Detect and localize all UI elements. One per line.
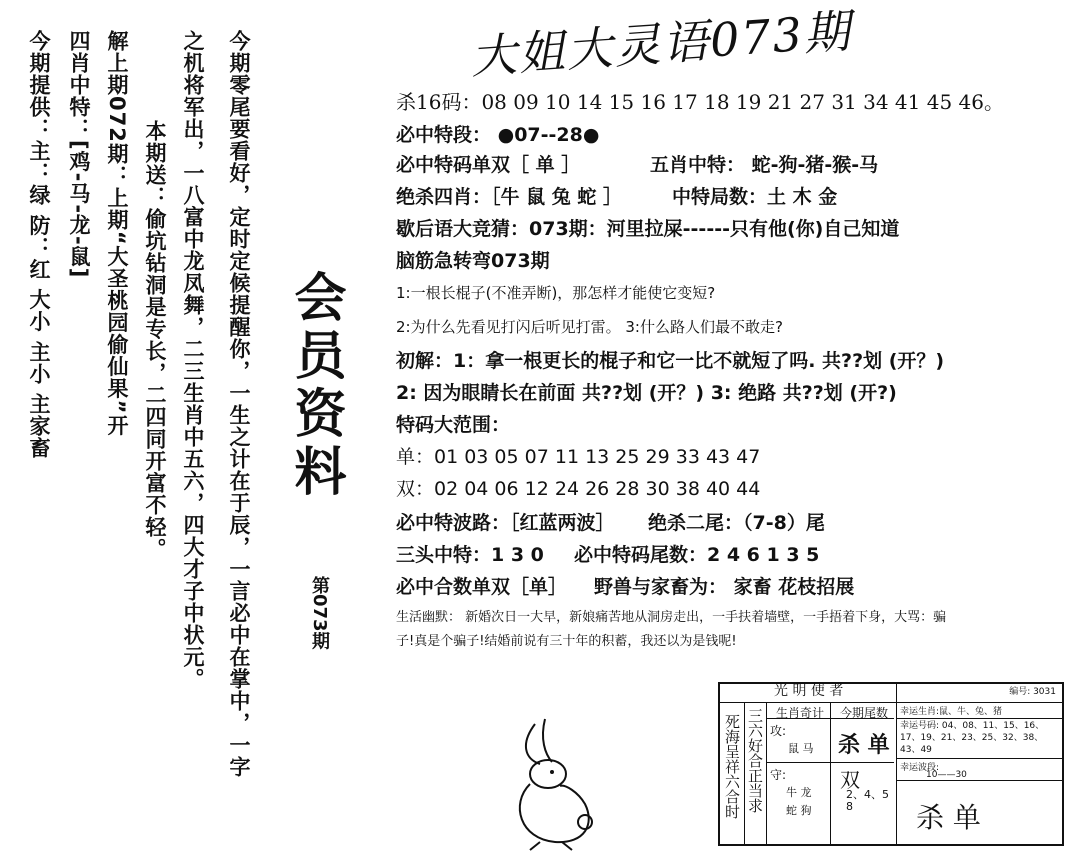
box-line	[766, 702, 767, 844]
intro-line-3: 本期送：偷坑钻洞是专长，二四同开富不轻。	[143, 120, 167, 560]
guard-label: 守:	[770, 768, 787, 782]
lucky-range: 10——30	[926, 770, 967, 780]
issue-number: 第073期	[309, 576, 330, 650]
kill-four-zodiac: 绝杀四肖：［牛 鼠 兔 蛇 ］	[396, 186, 622, 208]
lucky-zodiac: 幸运生肖:鼠、牛、兔、猪	[900, 707, 1003, 717]
sum-odd-even: 必中合数单双［单］	[396, 576, 568, 598]
five-zodiac: 五肖中特： 蛇-狗-猪-猴-马	[650, 154, 879, 176]
attack-value: 鼠 马	[788, 742, 814, 755]
three-heads: 三头中特：1 3 0	[396, 544, 544, 566]
kill-single-big: 杀 单	[916, 801, 981, 834]
box-line	[896, 718, 1062, 719]
box-serial: 编号: 3031	[1009, 687, 1056, 697]
intro-line-2: 之机将军出，一八富中龙凤舞，二三生肖中五六，四大才子中状元。	[181, 30, 205, 690]
four-zodiac: 四肖中特：[鸡-马-龙-鼠]	[67, 30, 91, 279]
box-line	[896, 684, 897, 844]
kill-two-tails: 绝杀二尾：（7-8）尾	[648, 512, 825, 534]
answer-1: 初解：1：拿一根更长的棍子和它一比不就短了吗. 共??划 (开？)	[396, 350, 945, 372]
prev-issue-answer: 解上期072期：上期“大圣桃园偷仙果”开	[105, 30, 129, 437]
attack-label: 攻:	[770, 724, 787, 738]
xiehouyu: 歇后语大竞猜：073期：河里拉屎------只有他(你)自己知道	[396, 218, 900, 240]
box-line	[766, 762, 894, 763]
guard-value-2: 蛇 狗	[786, 804, 812, 817]
box-line	[744, 702, 745, 844]
brain-teaser-title: 脑筋急转弯073期	[396, 250, 550, 272]
kill-single-small: 杀 单	[838, 733, 890, 758]
double-nums: 2、4、5	[846, 788, 889, 801]
page-title: 大姐大灵语073期	[468, 3, 854, 85]
col-head-tail: 今期尾数	[840, 706, 889, 720]
special-wave: 必中特波路：［红蓝两波］	[396, 512, 615, 534]
question-2: 2:为什么先看见打闪后听见打雷。 3:什么路人们最不敢走?	[396, 318, 783, 336]
double-nums-2: 8	[846, 800, 853, 813]
rabbit-illustration	[500, 714, 610, 854]
box-line	[830, 702, 831, 844]
box-left-vertical: 死海呈祥六合时	[723, 714, 741, 819]
special-segment: 必中特段： ●07--28●	[396, 124, 600, 146]
box-header: 光 明 使 者	[774, 683, 844, 699]
kill-16-codes: 杀16码：08 09 10 14 15 16 17 18 19 21 27 31 34 41 45 46。	[396, 90, 1004, 114]
humor-line-1: 生活幽默： 新婚次日一大早，新娘痛苦地从洞房走出，一手扶着墙壁，一手捂着下身，大骂：骗	[396, 610, 947, 625]
single-numbers: 单：01 03 05 07 11 13 25 29 33 43 47	[396, 446, 761, 468]
box-line	[896, 758, 1062, 759]
intro-line-1: 今期零尾要看好，定时定候提醒你，一生之计在于辰，一言必中在掌中，一字	[227, 30, 251, 778]
double-label: 双	[840, 768, 860, 792]
lucky-range-label: 幸运波段:	[900, 763, 940, 773]
box-mid-vertical: 三六好合正当求	[746, 708, 764, 813]
humor-line-2: 子!真是个骗子!结婚前说有三十年的积蓄，我还以为是钱呢!	[396, 634, 737, 649]
answer-2: 2: 因为眼睛长在前面 共??划 (开？) 3: 绝路 共??划 (开?)	[396, 382, 897, 404]
today-provide: 今期提供：主：绿 防：红 大小 主小 主家畜	[27, 30, 51, 460]
light-messenger-box	[718, 682, 1064, 846]
special-elements: 中特局数：土 木 金	[672, 186, 838, 208]
range-title: 特码大范围：	[396, 414, 511, 436]
box-line	[720, 702, 1062, 703]
col-head-zodiac: 生肖奇计	[776, 706, 825, 720]
member-title: 会员资料	[285, 270, 345, 502]
special-tails: 必中特码尾数：2 4 6 1 3 5	[574, 544, 820, 566]
box-line	[896, 780, 1062, 781]
lucky-numbers: 幸运号码: 04、08、11、15、16、17、19、21、23、25、32、38、43、49	[900, 721, 1045, 755]
question-1: 1:一根长棍子(不准弄断)，那怎样才能使它变短?	[396, 284, 716, 302]
beast-livestock: 野兽与家畜为： 家畜 花枝招展	[594, 576, 855, 598]
special-odd-even: 必中特码单双［ 单 ］	[396, 154, 581, 176]
guard-value-1: 牛 龙	[786, 786, 812, 799]
double-numbers: 双：02 04 06 12 24 26 28 30 38 40 44	[396, 478, 761, 500]
